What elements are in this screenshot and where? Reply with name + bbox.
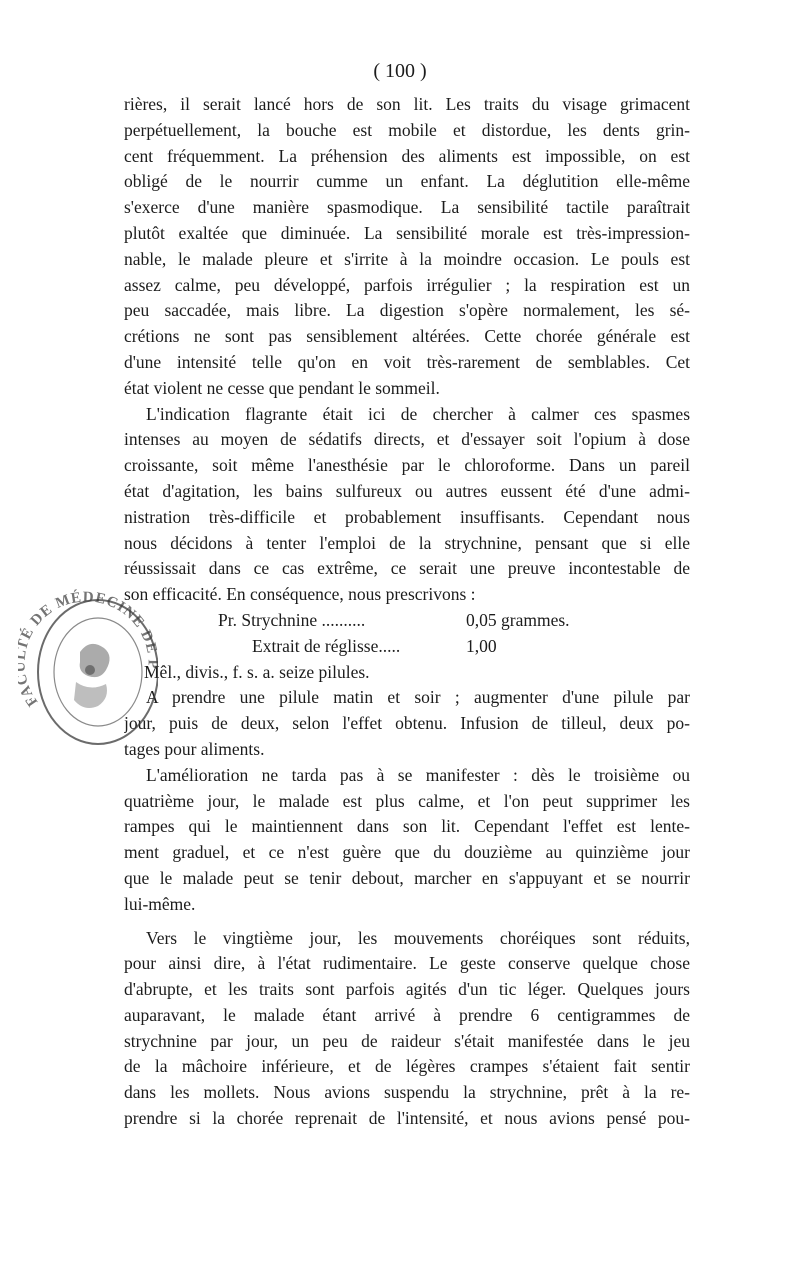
text-line: quatrième jour, le malade est plus calme, et l'on peut supprimer les [124,790,690,811]
ingredient-name: Pr. Strychnine .......... [218,609,366,630]
paragraph-6 [124,926,690,1132]
text-line: rampes qui le maintiennent dans son lit. Cependant l'effet est lente- [124,816,690,837]
text-line: auparavant, le malade étant arrivé à prendre 6 centigrammes de [124,1004,690,1025]
text-line: strychnine par jour, un peu de raideur s'était manifestée dans le jeu [124,1030,690,1051]
text-line: croissante, soit même l'anesthésie par le chloroforme. Dans un pareil [124,455,690,476]
body-text [124,92,690,1132]
text-line: ment graduel, et ce n'est guère que du douzième au quinzième jour [124,842,690,863]
text-line: réussissait dans ce cas extrême, ce serait une preuve incontestable de [124,558,690,579]
text-line: d'une intensité telle qu'on en voit très-rarement de semblables. Cet [124,351,690,372]
text-line: d'abrupte, et les traits sont parfois agités d'un tic léger. Quelques jours [124,979,690,1000]
stamp-seal-icon [18,572,158,762]
text-line: état violent ne cesse que pendant le sommeil. [124,377,440,398]
ingredient-name: Extrait de réglisse..... [252,635,401,656]
text-line: s'exerce d'une manière spasmodique. La sensibilité tactile paraîtrait [124,197,690,218]
text-line: crétions ne sont pas sensiblement altérées. Cette chorée générale est [124,326,690,347]
text-line: lui-même. [124,893,196,914]
text-line: nable, le malade pleure et s'irrite à la moindre occasion. Le pouls est [124,248,690,269]
paragraph-2 [124,402,690,608]
text-line: cent fréquemment. La préhension des aliments est impossible, on est [124,145,690,166]
page-number: ( 100 ) [373,60,427,82]
text-line: assez calme, peu développé, parfois irrégulier ; la respiration est un [124,274,690,295]
text-line: que le malade peut se tenir debout, marcher en s'appuyant et se nourrir [124,867,690,888]
text-line: A prendre une pilule matin et soir ; augmenter d'une pilule par [146,687,690,708]
text-line: perpétuellement, la bouche est mobile et distordue, les dents grin- [124,119,690,140]
text-line: L'indication flagrante était ici de chercher à calmer ces spasmes [146,403,690,424]
text-line: intenses au moyen de sédatifs directs, et d'essayer soit l'opium à dose [124,429,690,450]
text-line: tages pour aliments. [124,738,265,759]
text-line: rières, il serait lancé hors de son lit. Les traits du visage grimacent [124,94,690,114]
text-line: peu saccadée, mais libre. La digestion s'opère normalement, les sé- [124,300,690,321]
text-line: état d'agitation, les bains sulfureux ou autres eussent été d'une admi- [124,480,690,501]
paragraph-3 [124,660,690,686]
ingredient-quantity: 0,05 grammes. [466,609,570,630]
paragraph-4 [124,685,690,762]
text-line: pour ainsi dire, à l'état rudimentaire. Le geste conserve quelque chose [124,953,690,974]
prescription-row [124,634,690,660]
text-line: nistration très-difficile et probablement insuffisants. Cependant nous [124,506,690,527]
text-line: Mêl., divis., f. s. a. seize pilules. [144,661,370,682]
stamp-text: FA É DE MÉDECINE D [18,589,157,709]
library-stamp [18,572,158,762]
text-line: dans les mollets. Nous avions suspendu la strychnine, prêt à la re- [124,1082,690,1103]
text-line: plutôt exaltée que diminuée. La sensibilité morale est très-impression- [124,222,690,243]
text-line: L'amélioration ne tarda pas à se manifester : dès le troisième ou [146,764,690,785]
text-line: Vers le vingtième jour, les mouvements choréiques sont réduits, [146,927,690,948]
text-line: son efficacité. En conséquence, nous prescrivons : [124,584,476,605]
paragraph-5 [124,763,690,918]
text-line: jour, puis de deux, selon l'effet obtenu. Infusion de tilleul, deux po- [124,713,690,734]
text-line: de la mâchoire inférieure, et de légères crampes s'étaient fait sentir [124,1056,690,1077]
paragraph-1 [124,92,690,402]
ingredient-quantity: 1,00 [466,635,497,656]
text-line: nous décidons à tenter l'emploi de la strychnine, pensant que si elle [124,532,690,553]
prescription-row [124,608,690,634]
prescription-block [124,608,690,660]
text-line: prendre si la chorée reprenait de l'intensité, et nous avions pensé pou- [124,1108,690,1129]
text-line: obligé de le nourrir cumme un enfant. La déglutition elle-même [124,171,690,192]
